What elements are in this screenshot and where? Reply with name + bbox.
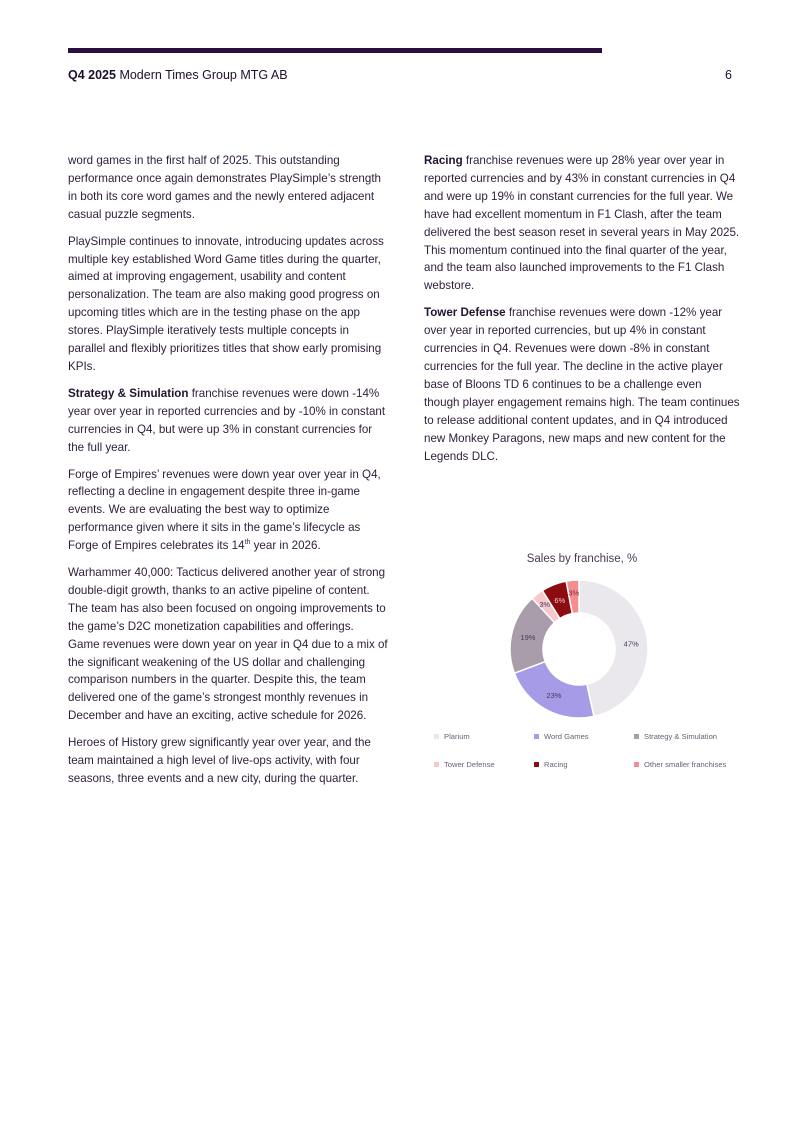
paragraph-strategy-simulation bbox=[68, 385, 388, 457]
franchise-heading-strategy: Strategy & Simulation bbox=[68, 386, 189, 400]
legend-item bbox=[534, 760, 568, 769]
legend-item bbox=[434, 760, 495, 769]
paragraph-playsimple-innovation: PlaySimple continues to innovate, introducing updates across multiple key established Word Game titles during the quarter, aimed at improving engagement, usability and content personalization. The team are also making good progress on upcoming titles which are in the testing phase on the app stores. PlaySimple iteratively tests multiple concepts in parallel and flexibly prioritizes titles that show early promising KPIs. bbox=[68, 234, 384, 373]
paragraph-text: franchise revenues were up 28% year over year in reported currencies and by 43% in constant currencies in Q4 and were up 19% in constant currencies for the full year. We have had excellent momentum in F1 Clash, after the team delivered the best season reset in several years in May 2025. This momentum continued into the final quarter of the year, and the team also launched improvements to the F1 Clash webstore. bbox=[424, 154, 740, 293]
donut-slice-label: 47% bbox=[623, 639, 639, 649]
report-title bbox=[68, 68, 288, 82]
paragraph-text: franchise revenues were down -14% year over year in reported currencies and by -10% in constant currencies in Q4, but were up 3% in constant currencies for the full year. bbox=[68, 386, 386, 454]
paragraph-text: franchise revenues were down -12% year over year in reported currencies, but up 4% in constant currencies in Q4. Revenues were down -8% in constant currencies for the full year. The decline in the active player base of Bloons TD 6 continues to be a challenge even though player engagement remains high. The team continues to release additional content updates, and in Q4 introduced new Monkey Paragons, new maps and new content for the Legends DLC. bbox=[424, 306, 740, 463]
paragraph-tower-defense bbox=[424, 304, 740, 465]
legend-swatch bbox=[434, 734, 439, 739]
ordinal-superscript: th bbox=[244, 539, 251, 547]
legend-label: Racing bbox=[544, 760, 568, 769]
donut-slice-label: 3% bbox=[568, 588, 580, 598]
sales-by-franchise-chart bbox=[424, 550, 740, 780]
legend-item bbox=[534, 732, 589, 741]
report-period: Q4 2025 bbox=[68, 68, 116, 82]
donut-slice-label: 3% bbox=[539, 600, 551, 610]
legend-label: Plarium bbox=[444, 732, 470, 741]
company-name: Modern Times Group MTG AB bbox=[115, 68, 288, 82]
legend-label: Other smaller franchises bbox=[644, 760, 727, 769]
donut-slice-label: 6% bbox=[554, 596, 566, 606]
donut-slice-label: 23% bbox=[546, 691, 562, 701]
franchise-heading-racing: Racing bbox=[424, 154, 463, 167]
legend-item bbox=[634, 760, 726, 769]
header-rule bbox=[68, 48, 602, 53]
legend-label: Tower Defense bbox=[444, 760, 495, 769]
chart-title: Sales by franchise, % bbox=[526, 553, 638, 565]
paragraph-heroes-of-history: Heroes of History grew significantly year over year, and the team maintained a high level of live-ops activity, with four seasons, three events and a new city, during the quarter. bbox=[68, 736, 371, 785]
paragraph-text: year in 2026. bbox=[250, 539, 321, 553]
left-column bbox=[68, 152, 388, 797]
donut-slice-word-games bbox=[514, 662, 594, 718]
paragraph-text: Forge of Empires’ revenues were down year over year in Q4, reflecting a decline in engagement despite three in-game events. We are evaluating the best way to optimize performance given where it sits in the game’s lifecycle as Forge of Empires celebrates its 14 bbox=[68, 467, 381, 553]
legend-swatch bbox=[534, 762, 539, 767]
donut-slice-label: 19% bbox=[520, 632, 536, 642]
legend-swatch bbox=[634, 762, 639, 767]
legend-swatch bbox=[534, 734, 539, 739]
paragraph-forge-of-empires bbox=[68, 466, 388, 556]
donut-chart bbox=[424, 550, 740, 730]
franchise-heading-tower-defense: Tower Defense bbox=[424, 306, 506, 320]
legend-label: Word Games bbox=[544, 732, 589, 741]
paragraph-playsimple-performance: word games in the first half of 2025. This outstanding performance once again demonstrates PlaySimple’s strength in both its core word games and the newly entered adjacent casual puzzle segments. bbox=[68, 154, 381, 221]
legend-label: Strategy & Simulation bbox=[644, 732, 718, 741]
legend-swatch bbox=[634, 734, 639, 739]
legend-item bbox=[634, 732, 717, 741]
legend-item bbox=[434, 732, 470, 741]
page-number: 6 bbox=[725, 68, 732, 82]
legend-swatch bbox=[434, 762, 439, 767]
page-header bbox=[68, 68, 732, 86]
right-column bbox=[424, 152, 740, 474]
paragraph-warhammer: Warhammer 40,000: Tacticus delivered another year of strong double-digit growth, thanks to an active pipeline of content. The team has also been focused on ongoing improvements to the game’s D2C monetization capabilities and offerings. Game revenues were down year on year in Q4 due to a mix of the significant weakening of the US dollar and challenging comparison numbers in the quarter. Despite this, the team delivered one of the game’s strongest monthly revenues in December and have an exciting, active schedule for 2026. bbox=[68, 566, 388, 723]
paragraph-racing bbox=[424, 152, 740, 295]
